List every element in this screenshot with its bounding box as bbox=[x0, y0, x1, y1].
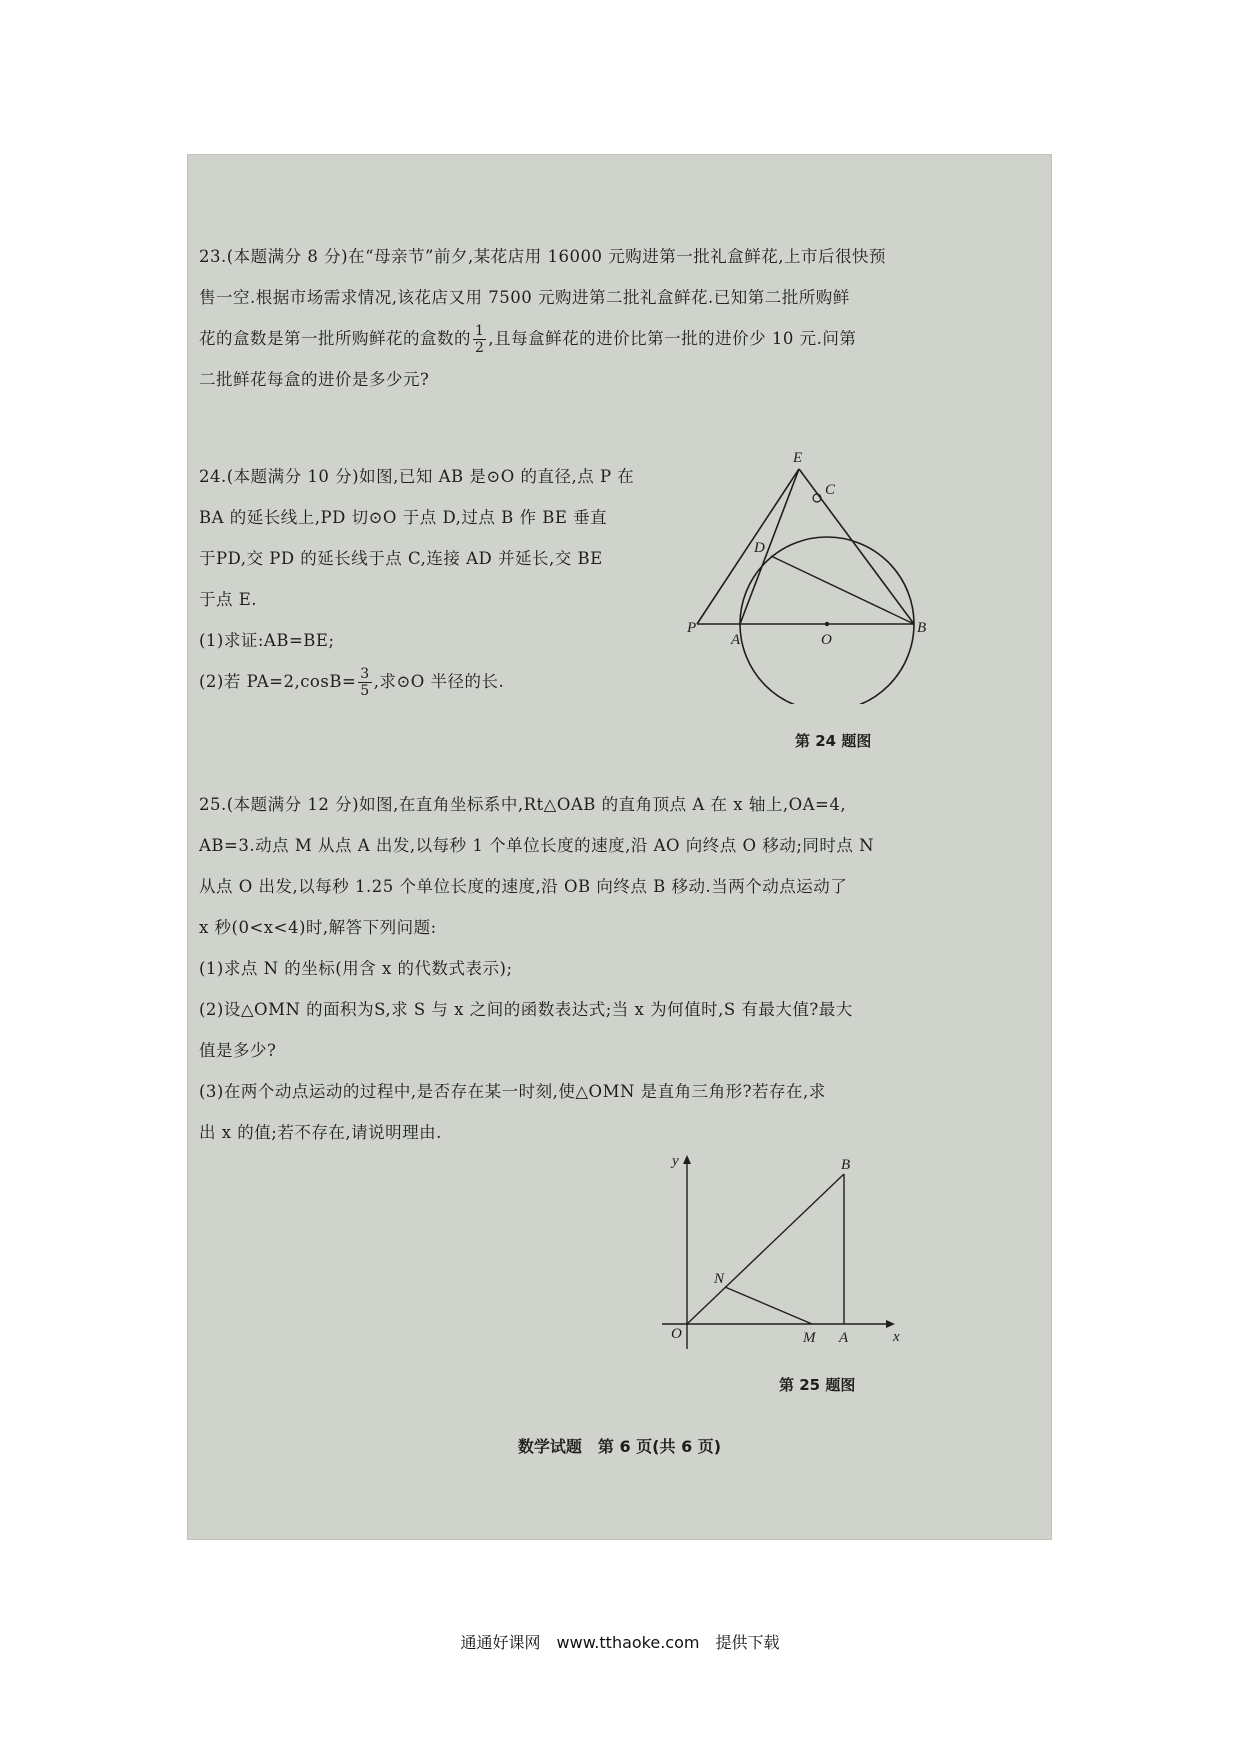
point-o-dot bbox=[825, 622, 829, 626]
q25-part-1: (1)求点 N 的坐标(用含 x 的代数式表示); bbox=[199, 959, 513, 978]
label-n: N bbox=[714, 1271, 725, 1287]
exam-page bbox=[187, 154, 1052, 1540]
label-a: A bbox=[731, 632, 741, 648]
figure-25 bbox=[657, 1149, 917, 1369]
label-o: O bbox=[821, 632, 832, 648]
page-number: 数学试题 第 6 页(共 6 页) bbox=[517, 1437, 722, 1456]
q24-part-1: (1)求证:AB=BE; bbox=[199, 631, 335, 650]
figure-24 bbox=[687, 444, 967, 704]
figure-25-caption: 第 25 题图 bbox=[779, 1376, 856, 1394]
label-c: C bbox=[825, 482, 836, 498]
q23-line-2: 售一空.根据市场需求情况,该花店又用 7500 元购进第二批礼盒鲜花.已知第二批所购鲜 bbox=[199, 288, 850, 307]
fraction-three-fifths: $\frac{3}{5}$ bbox=[360, 666, 370, 699]
q25-part-3: (3)在两个动点运动的过程中,是否存在某一时刻,使△OMN 是直角三角形?若存在,求 bbox=[199, 1082, 826, 1101]
download-source-footer: 通通好课网 www.tthaoke.com 提供下载 bbox=[460, 1633, 780, 1652]
label-d: D bbox=[754, 540, 765, 556]
q25-line-4: x 秒(0<x<4)时,解答下列问题: bbox=[199, 918, 437, 937]
label-b: B bbox=[917, 620, 927, 636]
q25-part-3-cont: 出 x 的值;若不存在,请说明理由. bbox=[199, 1123, 442, 1142]
q23-line-3: 花的盒数是第一批所购鲜花的盒数的 $\frac{1}{2}$ ,且每盒鲜花的进价比第一批的进价少 10 元.问第 bbox=[199, 323, 857, 356]
label-e: E bbox=[793, 450, 803, 466]
q24-line-4: 于点 E. bbox=[199, 590, 258, 609]
q24-line-3: 于PD,交 PD 的延长线于点 C,连接 AD 并延长,交 BE bbox=[199, 549, 603, 568]
x-axis-arrow bbox=[886, 1320, 895, 1328]
label-p: P bbox=[687, 620, 697, 636]
label-a: A bbox=[839, 1330, 849, 1346]
q25-line-2: AB=3.动点 M 从点 A 出发,以每秒 1 个单位长度的速度,沿 AO 向终点 O 移动;同时点 N bbox=[199, 836, 875, 855]
q23-line-4: 二批鲜花每盒的进价是多少元? bbox=[199, 370, 430, 389]
q25-line-1: 25.(本题满分 12 分)如图,在直角坐标系中,Rt△OAB 的直角顶点 A 在 x 轴上,OA=4, bbox=[199, 795, 847, 814]
line-eb bbox=[799, 469, 914, 624]
label-m: M bbox=[803, 1330, 816, 1346]
label-o: O bbox=[671, 1326, 682, 1342]
segment-ob bbox=[687, 1174, 844, 1324]
q25-part-2-cont: 值是多少? bbox=[199, 1041, 277, 1060]
q23-line-1: 23.(本题满分 8 分)在“母亲节”前夕,某花店用 16000 元购进第一批礼盒鲜花,上市后很快预 bbox=[199, 247, 886, 266]
question-25 bbox=[199, 784, 874, 1153]
q25-line-3: 从点 O 出发,以每秒 1.25 个单位长度的速度,沿 OB 向终点 B 移动.当两个动点运动了 bbox=[199, 877, 848, 896]
q24-line-2: BA 的延长线上,PD 切⊙O 于点 D,过点 B 作 BE 垂直 bbox=[199, 508, 608, 527]
question-24 bbox=[199, 456, 634, 702]
q24-line-1: 24.(本题满分 10 分)如图,已知 AB 是⊙O 的直径,点 P 在 bbox=[199, 467, 635, 486]
label-x: x bbox=[893, 1329, 900, 1345]
fraction-one-half: $\frac{1}{2}$ bbox=[475, 323, 485, 356]
q24-part-2: (2)若 PA=2,cosB= $\frac{3}{5}$ ,求⊙O 半径的长. bbox=[199, 666, 505, 699]
label-b: B bbox=[841, 1157, 851, 1173]
q25-part-2: (2)设△OMN 的面积为S,求 S 与 x 之间的函数表达式;当 x 为何值时,S 有最大值?最大 bbox=[199, 1000, 853, 1019]
label-y: y bbox=[672, 1153, 679, 1169]
y-axis-arrow bbox=[683, 1155, 691, 1164]
circle-o bbox=[740, 537, 914, 704]
figure-24-caption: 第 24 题图 bbox=[795, 732, 872, 750]
question-23 bbox=[199, 236, 886, 400]
segment-nm bbox=[725, 1287, 812, 1324]
